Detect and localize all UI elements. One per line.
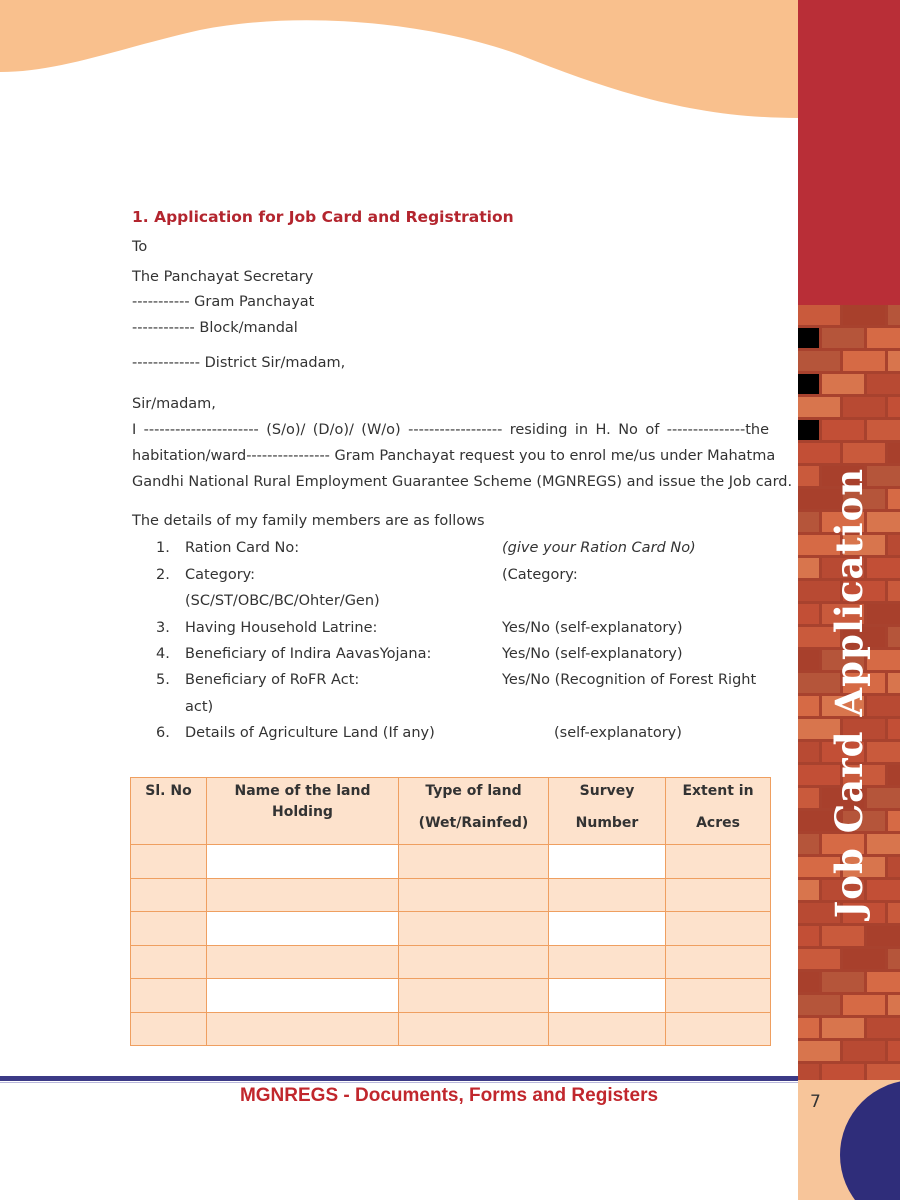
cell-land-type[interactable] bbox=[399, 912, 549, 946]
form-heading: 1. Application for Job Card and Registration bbox=[132, 208, 514, 226]
cell-sl-no[interactable] bbox=[131, 1012, 207, 1046]
detail-number: 2. bbox=[156, 567, 170, 583]
cell-sl-no[interactable] bbox=[131, 912, 207, 946]
detail-value: (Category: bbox=[502, 567, 578, 583]
body-line-2: habitation/ward---------------- Gram Panchayat request you to enrol me/us under Mahatma bbox=[132, 448, 776, 464]
cell-survey-number[interactable] bbox=[549, 845, 666, 879]
header-survey-number bbox=[549, 778, 666, 845]
header-extent bbox=[666, 778, 771, 845]
table-row bbox=[131, 1012, 771, 1046]
cell-extent[interactable] bbox=[666, 945, 771, 979]
cell-land-name[interactable] bbox=[207, 845, 399, 879]
cell-land-name[interactable] bbox=[207, 912, 399, 946]
detail-value: (give your Ration Card No) bbox=[502, 540, 696, 556]
detail-number: 6. bbox=[156, 725, 170, 741]
detail-label: Ration Card No: bbox=[185, 540, 300, 556]
detail-value: Yes/No (self-explanatory) bbox=[502, 620, 683, 636]
table-row bbox=[131, 912, 771, 946]
salutation: Sir/madam, bbox=[132, 396, 216, 412]
letter-to: To bbox=[132, 239, 148, 255]
detail-value: (self-explanatory) bbox=[554, 725, 682, 741]
cell-survey-number[interactable] bbox=[549, 945, 666, 979]
header-land-type-line1: Type of land bbox=[425, 783, 522, 799]
cell-land-name[interactable] bbox=[207, 979, 399, 1013]
cell-sl-no[interactable] bbox=[131, 878, 207, 912]
cell-land-type[interactable] bbox=[399, 1012, 549, 1046]
sidebar-title-text: Job Card Application bbox=[827, 467, 871, 918]
header-survey-line2: Number bbox=[575, 815, 639, 831]
cell-extent[interactable] bbox=[666, 1012, 771, 1046]
header-land-name-text bbox=[207, 781, 398, 823]
detail-number: 1. bbox=[156, 540, 170, 556]
header-land-name-line2: Holding bbox=[272, 804, 333, 820]
detail-value-continued: act) bbox=[185, 699, 214, 715]
cell-extent[interactable] bbox=[666, 979, 771, 1013]
cell-land-name[interactable] bbox=[207, 945, 399, 979]
sidebar-title bbox=[798, 305, 900, 1080]
table-row bbox=[131, 845, 771, 879]
cell-land-type[interactable] bbox=[399, 878, 549, 912]
cell-survey-number[interactable] bbox=[549, 1012, 666, 1046]
header-land-type-line2: (Wet/Rainfed) bbox=[418, 815, 529, 831]
body-line-1: I ---------------------- (S/o)/ (D/o)/ (W/o) ------------------ residing in H. No of ---------------the bbox=[132, 422, 769, 438]
footer-title: MGNREGS - Documents, Forms and Registers bbox=[239, 1085, 659, 1106]
cell-land-type[interactable] bbox=[399, 945, 549, 979]
cell-survey-number[interactable] bbox=[549, 979, 666, 1013]
cell-survey-number[interactable] bbox=[549, 878, 666, 912]
address-line-4: ------------- District Sir/madam, bbox=[132, 355, 346, 371]
header-land-name-line1: Name of the land bbox=[234, 783, 371, 799]
cell-land-name[interactable] bbox=[207, 1012, 399, 1046]
header-extent-line2: Acres bbox=[696, 815, 740, 831]
detail-label: Beneficiary of RoFR Act: bbox=[185, 672, 360, 688]
table-header-row bbox=[131, 778, 771, 845]
detail-value: Yes/No (self-explanatory) bbox=[502, 646, 683, 662]
header-land-type bbox=[399, 778, 549, 845]
land-details-table bbox=[130, 777, 771, 1046]
table-row bbox=[131, 878, 771, 912]
cell-extent[interactable] bbox=[666, 878, 771, 912]
detail-number: 3. bbox=[156, 620, 170, 636]
table-row bbox=[131, 945, 771, 979]
footer-rule bbox=[0, 1076, 798, 1081]
detail-label: Having Household Latrine: bbox=[185, 620, 378, 636]
cell-survey-number[interactable] bbox=[549, 912, 666, 946]
cell-sl-no[interactable] bbox=[131, 845, 207, 879]
cell-land-type[interactable] bbox=[399, 979, 549, 1013]
top-wave-decoration bbox=[0, 0, 798, 130]
address-line-1: The Panchayat Secretary bbox=[132, 269, 314, 285]
body-line-3: Gandhi National Rural Employment Guarantee Scheme (MGNREGS) and issue the Job card. bbox=[132, 474, 793, 490]
cell-sl-no[interactable] bbox=[131, 945, 207, 979]
detail-label: Beneficiary of Indira AavasYojana: bbox=[185, 646, 432, 662]
detail-value: Yes/No (Recognition of Forest Right bbox=[502, 672, 757, 688]
detail-label: Details of Agriculture Land (If any) bbox=[185, 725, 435, 741]
header-extent-line1: Extent in bbox=[682, 783, 754, 799]
header-survey-line1: Survey bbox=[579, 783, 635, 799]
cell-land-type[interactable] bbox=[399, 845, 549, 879]
detail-number: 4. bbox=[156, 646, 170, 662]
detail-number: 5. bbox=[156, 672, 170, 688]
detail-label-continued: (SC/ST/OBC/BC/Ohter/Gen) bbox=[185, 593, 380, 609]
sidebar-red-panel bbox=[798, 0, 900, 305]
cell-extent[interactable] bbox=[666, 845, 771, 879]
header-land-name bbox=[207, 778, 399, 845]
footer-rule-thin bbox=[0, 1082, 798, 1083]
header-sl-no bbox=[131, 778, 207, 845]
cell-extent[interactable] bbox=[666, 912, 771, 946]
address-line-2: ----------- Gram Panchayat bbox=[132, 294, 315, 310]
detail-label: Category: bbox=[185, 567, 256, 583]
header-sl-no-text: Sl. No bbox=[145, 783, 192, 799]
address-line-3: ------------ Block/mandal bbox=[132, 320, 298, 336]
page-number: 7 bbox=[810, 1092, 821, 1112]
details-intro: The details of my family members are as follows bbox=[132, 513, 485, 529]
table-row bbox=[131, 979, 771, 1013]
cell-sl-no[interactable] bbox=[131, 979, 207, 1013]
cell-land-name[interactable] bbox=[207, 878, 399, 912]
